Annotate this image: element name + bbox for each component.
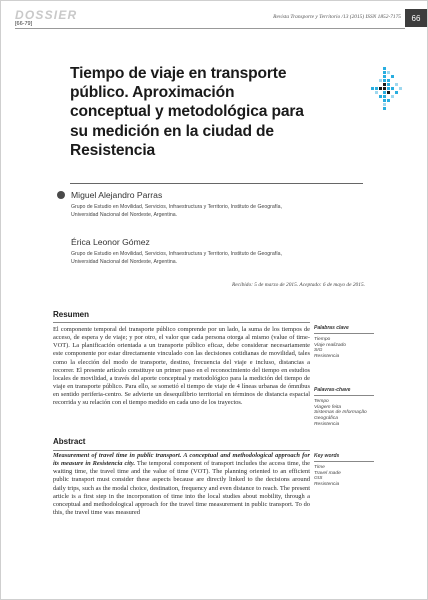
section-label: DOSSIER (15, 8, 78, 22)
resumen-heading: Resumen (53, 310, 90, 319)
author-orcid-icon[interactable] (57, 191, 65, 199)
keywords-es (314, 325, 374, 360)
section-rule (53, 450, 310, 451)
affiliation-line: Universidad Nacional del Nordeste, Argentina. (71, 258, 178, 265)
affiliation-line: Grupo de Estudio en Movilidad, Servicios, Infraestructura y Territorio, Instituto de Geografía, (71, 251, 282, 257)
author-name: Érica Leonor Gómez (71, 237, 150, 247)
title-line: Tiempo de viaje en transporte (70, 65, 287, 82)
keywords-title: Palabras clave (314, 325, 374, 334)
title-line: conceptual y metodológica para (70, 103, 304, 121)
affiliation-line: Grupo de Estudio en Movilidad, Servicios, Infraestructura y Territorio, Instituto de Geografía, (71, 204, 282, 210)
abstract-heading: Abstract (53, 437, 86, 446)
keyword: Sistemas de Informação (314, 410, 367, 416)
journal-citation: Revista Transporte y Territorio /13 (2015) ISSN 1852-7175 (273, 14, 401, 20)
keyword: Resistencia (314, 354, 340, 360)
keyword: Viaje realizado (314, 342, 346, 348)
title-line: Resistencia (70, 141, 156, 159)
keywords-title: Key words (314, 453, 374, 462)
abstract-lead: Measurement of travel time in public transport. A conceptual and methodological approach for its measure in Resistencia city. (53, 452, 310, 468)
keyword: Resistencia (314, 482, 340, 488)
abstract-body: The temporal component of transport includes the access time, the waiting time, the travel time and the value of time (VOT). The planning oriented to an efficient public transport must consider these aspects because are directly linked to the decisions around daily trips, such as the modal choice, destination, frequency and even distance to reach. The present article is a first step in the incorporation of time into the local studies about mobility, through a conceptual and methodological approach for the travel time measurement in public transport. To do this, the travel time was measured (53, 460, 310, 517)
author-name: Miguel Alejandro Parras (71, 190, 163, 200)
section-rule (53, 322, 310, 323)
keywords-pt (314, 387, 374, 428)
received-dates: Recibido: 5 de marzo de 2015. Aceptado: 6 de mayo de 2015. (232, 282, 365, 288)
keyword: Time (314, 465, 325, 470)
title-rule (70, 183, 363, 184)
title-line: público. Aproximación (70, 84, 235, 102)
keywords-title: Palavras-chave (314, 387, 374, 396)
header-rule (15, 28, 405, 29)
resumen-text: El componente temporal del transporte público comprende por un lado, la suma de los tiempos de acceso, de espera y de viaje; y por otro, el valor que cada persona otorga al mismo (value of time-VOT). La planificación orientada a un transporte público eficaz, debe considerar necesariamente este componente por estar directamente vinculado con las decisiones cotidianas de movilidad, tales como la elección del modo de transporte, destino, frecuencia del viaje e incluso, distancias a recorrer. El presente artículo constituye un primer paso en el reconocimiento del tiempo en estudios locales de movilidad, a través del aporte conceptual y metodológico para la medición del tiempo de viaje en transporte público. Para ello, se sometió el tiempo de viaje de 4 líneas urbanas de ómnibus en sentido periferia-centro. Se advierte un desequilibrio territorial en términos de distancia espacial recorrida y su relación con el tiempo medido en cada uno de los trayectos. (53, 326, 310, 407)
keyword: SIG (314, 348, 323, 354)
affiliation-line: Universidad Nacional del Nordeste, Argentina. (71, 211, 178, 218)
pixel-decoration-icon (369, 67, 403, 111)
keyword: Resistencia (314, 421, 340, 427)
keyword: Tempo (314, 399, 329, 404)
keyword: GIS (314, 476, 323, 482)
title-line: su medición en la ciudad de (70, 122, 274, 140)
page-number: 66 (405, 9, 427, 27)
author-affiliation (71, 251, 361, 266)
keyword: Geográfica (314, 416, 338, 422)
keyword: Tiempo (314, 337, 331, 342)
keyword: Viagem feita (314, 404, 342, 410)
page-range: [66-79] (15, 21, 33, 27)
article-title (70, 64, 360, 160)
author-affiliation (71, 204, 361, 219)
keyword: Travel made (314, 470, 341, 476)
keywords-en (314, 453, 374, 488)
abstract-text (53, 452, 310, 517)
